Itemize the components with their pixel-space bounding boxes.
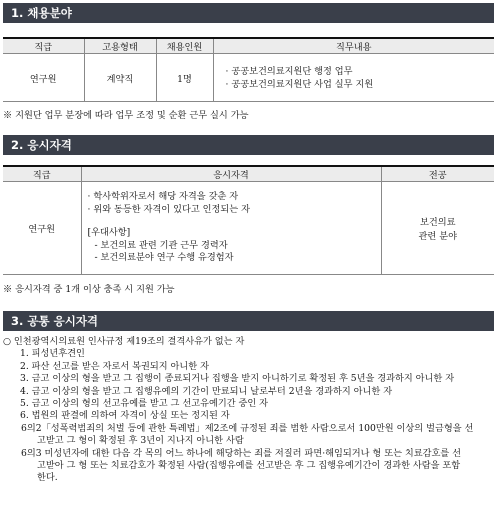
list-item: 5. 금고 이상의 형의 선고유예를 받고 그 선고유예기간 중인 자 bbox=[20, 398, 269, 410]
section-1-note: ※ 지원단 업무 분장에 따라 업무 조정 및 순환 근무 실시 가능 bbox=[3, 110, 249, 121]
qualification-item: · 위와 동등한 자격이 있다고 인정되는 자 bbox=[87, 203, 250, 215]
table-header-row bbox=[3, 38, 494, 54]
table-header-row bbox=[3, 166, 494, 182]
preference-title: [우대사항] bbox=[87, 227, 131, 239]
col-qualifications: 응시자격 bbox=[81, 166, 381, 182]
list-item-continuation: 한다. bbox=[37, 472, 58, 484]
list-item: 6. 법원의 판결에 의하여 자격이 상실 또는 정지된 자 bbox=[20, 410, 230, 422]
col-rank: 직급 bbox=[3, 166, 81, 182]
section-2-header: 2. 응시자격 bbox=[3, 135, 494, 155]
cell-rank: 연구원 bbox=[3, 54, 84, 102]
col-employment-type: 고용형태 bbox=[84, 38, 156, 54]
qualification-table bbox=[3, 165, 494, 275]
list-item: 6의2「성폭력범죄의 처벌 등에 관한 특례법」제2조에 규정된 죄를 범한 사람으로서 100만원 이상의 벌금형을 선 bbox=[21, 422, 474, 434]
list-item: 2. 파산 선고를 받은 자로서 복권되지 아니한 자 bbox=[20, 360, 209, 372]
section-1-header: 1. 채용분야 bbox=[3, 3, 494, 23]
cell-employment-type: 계약직 bbox=[84, 54, 156, 102]
table-row bbox=[3, 54, 494, 102]
major-line: 보건의료 bbox=[419, 217, 456, 228]
list-item: 1. 피성년후견인 bbox=[20, 348, 85, 360]
list-item: 3. 금고 이상의 형을 받고 그 집행이 종료되거나 집행을 받지 아니하기로 확정된 후 5년을 경과하지 아니한 자 bbox=[20, 373, 455, 385]
conditions-intro: ○ 인천광역시의료원 인사규정 제19조의 결격사유가 없는 자 bbox=[3, 336, 245, 347]
section-2-note: ※ 응시자격 중 1개 이상 충족 시 지원 가능 bbox=[3, 284, 175, 295]
col-duties: 직무내용 bbox=[213, 38, 494, 54]
cell-major bbox=[381, 182, 494, 275]
section-3-header: 3. 공통 응시자격 bbox=[3, 311, 494, 331]
col-major: 전공 bbox=[381, 166, 494, 182]
qualification-item: · 학사학위자로서 해당 자격을 갖춘 자 bbox=[87, 191, 239, 203]
cell-headcount: 1명 bbox=[156, 54, 213, 102]
cell-duties bbox=[213, 54, 494, 102]
preference-item: - 보건의료 관련 기관 근무 경력자 bbox=[94, 239, 228, 251]
major-line: 관련 분야 bbox=[418, 231, 457, 242]
cell-qualifications bbox=[81, 182, 381, 275]
duty-item: · 공공보건의료지원단 행정 업무 bbox=[225, 65, 353, 77]
duty-item: · 공공보건의료지원단 사업 실무 지원 bbox=[225, 78, 374, 90]
cell-rank: 연구원 bbox=[3, 182, 81, 275]
list-item: 4. 금고 이상의 형을 받고 그 집행유예의 기간이 만료되니 날로부터 2년을 경과하지 아니한 자 bbox=[20, 385, 393, 397]
list-item-continuation: 고받아 그 형 또는 치료감호가 확정된 사람(집행유예를 선고받은 후 그 집행유예기간이 경과한 사람을 포함 bbox=[37, 460, 461, 472]
recruitment-table bbox=[3, 37, 494, 102]
table-row bbox=[3, 182, 494, 275]
col-rank: 직급 bbox=[3, 38, 84, 54]
list-item-continuation: 고받고 그 형이 확정된 후 3년이 지나지 아니한 사람 bbox=[37, 435, 244, 447]
preference-item: - 보건의료분야 연구 수행 유경험자 bbox=[94, 252, 234, 264]
disqualification-list bbox=[3, 336, 495, 485]
col-headcount: 채용인원 bbox=[156, 38, 213, 54]
list-item: 6의3 미성년자에 대한 다음 각 목의 어느 하나에 해당하는 죄를 저질러 파면·해임되거나 형 또는 치료감호를 선 bbox=[21, 447, 462, 459]
